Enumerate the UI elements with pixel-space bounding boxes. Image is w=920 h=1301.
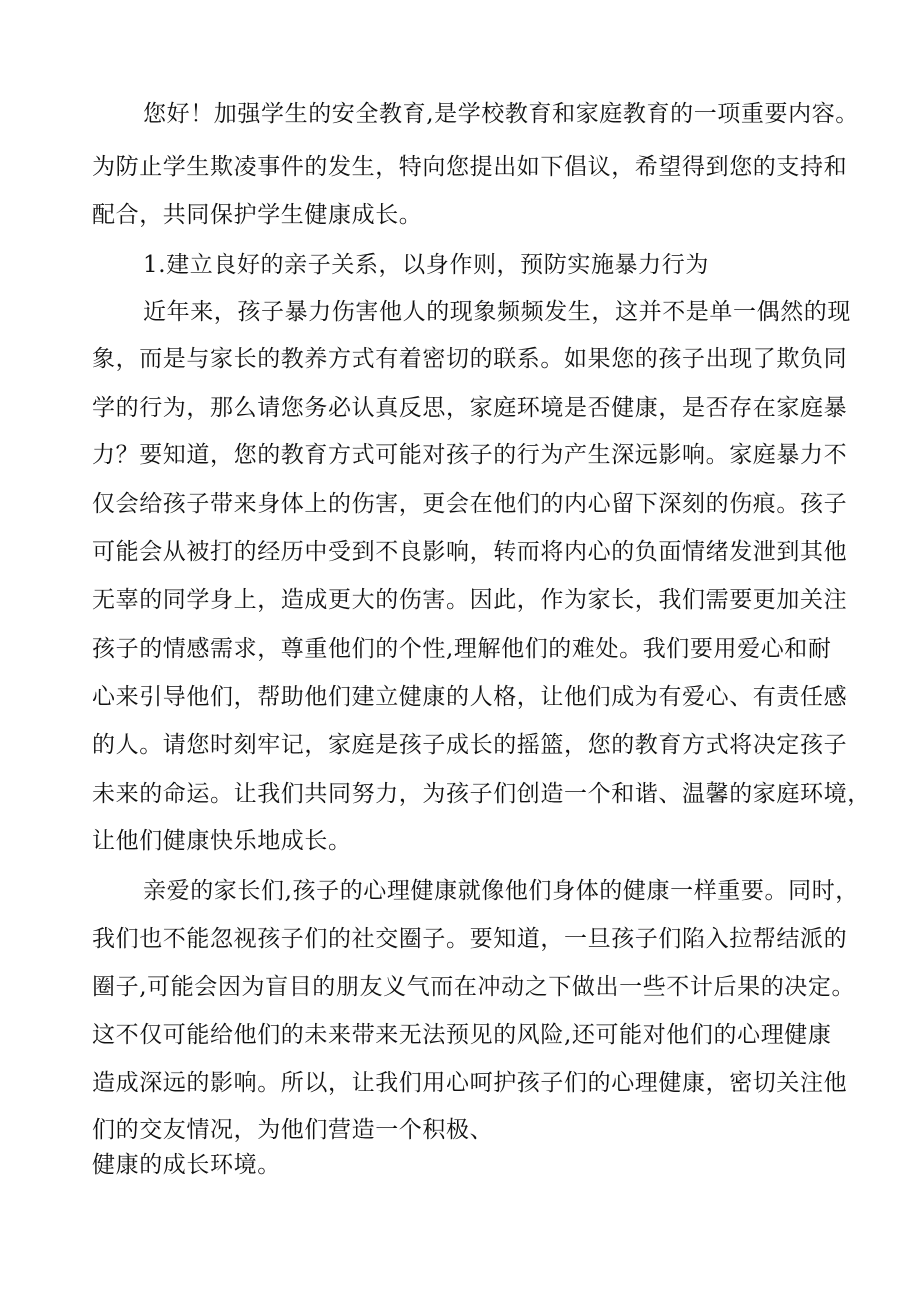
intro-line-1: 您好！加强学生的安全教育,是学校教育和家庭教育的一项重要内容。: [143, 101, 859, 127]
body-1-line-10: 的人。请您时刻牢记，家庭是孩子成长的摇篮，您的教育方式将决定孩子: [92, 732, 848, 758]
body-2-line-4: 这不仅可能给他们的未来带来无法预见的风险,还可能对他们的心理健康: [92, 1022, 832, 1048]
body-1-line-3: 学的行为，那么请您务必认真反思，家庭环境是否健康，是否存在家庭暴: [92, 395, 848, 421]
body-2-line-5: 造成深远的影响。所以，让我们用心呵护孩子们的心理健康，密切关注他: [92, 1070, 848, 1096]
body-1-line-1: 近年来，孩子暴力伤害他人的现象频频发生，这并不是单一偶然的现: [143, 299, 851, 325]
body-2-line-1: 亲爱的家长们,孩子的心理健康就像他们身体的健康一样重要。同时，: [143, 878, 859, 904]
intro-line-2: 为防止学生欺凌事件的发生，特向您提出如下倡议，希望得到您的支持和: [92, 154, 848, 180]
body-1-line-9: 心来引导他们，帮助他们建立健康的人格，让他们成为有爱心、有责任感: [92, 684, 848, 710]
body-1-line-6: 可能会从被打的经历中受到不良影响，转而将内心的负面情绪发泄到其他: [92, 539, 848, 565]
body-2-line-2: 我们也不能忽视孩子们的社交圈子。要知道，一旦孩子们陷入拉帮结派的: [92, 926, 848, 952]
body-2-line-7: 健康的成长环境。: [92, 1152, 281, 1178]
body-1-line-8: 孩子的情感需求，尊重他们的个性,理解他们的难处。我们要用爱心和耐: [92, 636, 832, 662]
body-1-line-12: 让他们健康快乐地成长。: [92, 828, 352, 854]
section-heading-1: 1.建立良好的亲子关系，以身作则，预防实施暴力行为: [143, 252, 709, 278]
body-2-line-6: 们的交友情况，为他们营造一个积极、: [92, 1117, 494, 1143]
body-1-line-7: 无辜的同学身上，造成更大的伤害。因此，作为家长，我们需要更加关注: [92, 587, 848, 613]
body-2-line-3: 圈子,可能会因为盲目的朋友义气而在冲动之下做出一些不计后果的决定。: [92, 974, 856, 1000]
body-1-line-5: 仅会给孩子带来身体上的伤害，更会在他们的内心留下深刻的伤痕。孩子: [92, 491, 848, 517]
body-1-line-4: 力？要知道，您的教育方式可能对孩子的行为产生深远影响。家庭暴力不: [92, 442, 848, 468]
body-1-line-11: 未来的命运。让我们共同努力，为孩子们创造一个和谐、温馨的家庭环境，: [92, 781, 871, 807]
intro-line-3: 配合，共同保护学生健康成长。: [92, 202, 423, 228]
body-1-line-2: 象，而是与家长的教养方式有着密切的联系。如果您的孩子出现了欺负同: [92, 346, 848, 372]
